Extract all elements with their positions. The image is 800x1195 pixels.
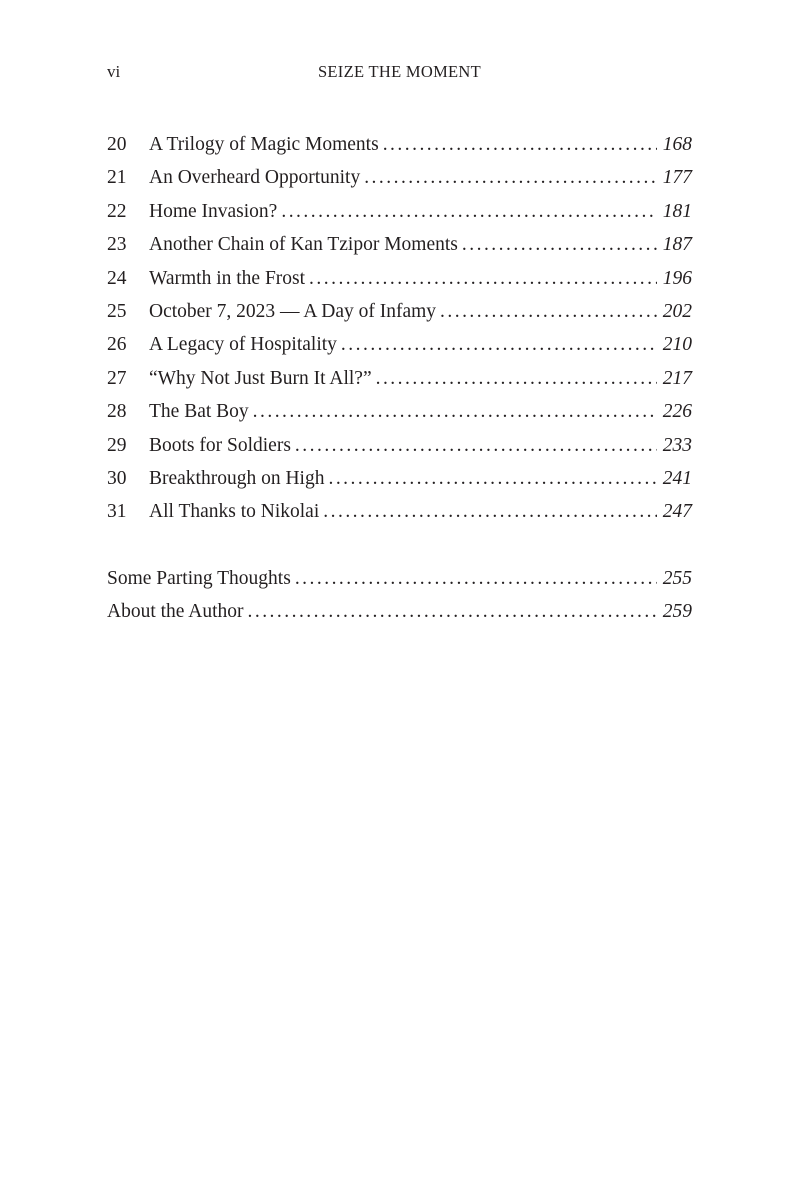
dot-leader bbox=[364, 161, 657, 194]
toc-entry-25 bbox=[107, 295, 692, 328]
page-number: 202 bbox=[662, 300, 692, 322]
dot-leader bbox=[281, 195, 656, 228]
dot-leader bbox=[383, 128, 657, 161]
chapter-title: The Bat Boy bbox=[149, 401, 249, 423]
chapter-number: 24 bbox=[107, 267, 127, 289]
dot-leader bbox=[295, 429, 657, 462]
chapter-title: Warmth in the Frost bbox=[149, 267, 306, 289]
page-number: 210 bbox=[662, 334, 692, 356]
toc-entry-21 bbox=[107, 161, 692, 194]
back-matter-list bbox=[107, 562, 692, 629]
toc-entry-parting-thoughts bbox=[107, 562, 692, 595]
page-number: 181 bbox=[662, 200, 692, 222]
toc-entry-31 bbox=[107, 495, 692, 528]
chapter-title: Boots for Soldiers bbox=[149, 434, 291, 456]
dot-leader bbox=[440, 295, 657, 328]
chapter-number: 26 bbox=[107, 334, 127, 356]
page-number: 233 bbox=[662, 434, 692, 456]
chapter-title: Home Invasion? bbox=[149, 200, 278, 222]
chapter-title: Another Chain of Kan Tzipor Moments bbox=[149, 234, 458, 256]
page-number: 255 bbox=[662, 568, 692, 589]
dot-leader bbox=[323, 495, 656, 528]
page-number: 259 bbox=[662, 601, 692, 623]
page-number: 177 bbox=[662, 167, 692, 189]
chapter-number: 27 bbox=[107, 367, 127, 389]
toc-entry-28 bbox=[107, 395, 692, 428]
toc-entry-23 bbox=[107, 228, 692, 261]
dot-leader bbox=[253, 395, 657, 428]
section-title: Some Parting Thoughts bbox=[107, 568, 291, 589]
chapter-number: 30 bbox=[107, 467, 127, 489]
chapter-number: 25 bbox=[107, 300, 127, 322]
dot-leader bbox=[462, 228, 657, 261]
chapter-title: “Why Not Just Burn It All?” bbox=[149, 367, 372, 389]
table-of-contents bbox=[107, 128, 692, 529]
page-number: 241 bbox=[662, 467, 692, 489]
chapter-title: A Legacy of Hospitality bbox=[149, 334, 337, 356]
chapter-number: 28 bbox=[107, 401, 127, 423]
running-head bbox=[107, 62, 692, 86]
toc-entry-about-author bbox=[107, 595, 692, 628]
toc-entry-26 bbox=[107, 328, 692, 361]
toc-entry-29 bbox=[107, 429, 692, 462]
chapter-title: All Thanks to Nikolai bbox=[149, 501, 320, 523]
page-number: 217 bbox=[662, 367, 692, 389]
book-title: SEIZE THE MOMENT bbox=[317, 62, 482, 81]
dot-leader bbox=[295, 562, 657, 595]
chapter-title: October 7, 2023 — A Day of Infamy bbox=[149, 300, 437, 322]
chapter-title: Breakthrough on High bbox=[149, 467, 325, 489]
toc-entry-20 bbox=[107, 128, 692, 161]
chapter-number: 21 bbox=[107, 167, 127, 189]
toc-entry-30 bbox=[107, 462, 692, 495]
page-number: 247 bbox=[662, 501, 692, 523]
chapter-number: 22 bbox=[107, 200, 127, 222]
dot-leader bbox=[248, 595, 657, 628]
page-number: 168 bbox=[662, 134, 692, 155]
dot-leader bbox=[309, 262, 657, 295]
toc-entry-22 bbox=[107, 195, 692, 228]
chapter-number: 23 bbox=[107, 234, 127, 256]
page-number: 226 bbox=[662, 401, 692, 423]
toc-entry-24 bbox=[107, 262, 692, 295]
dot-leader bbox=[376, 362, 657, 395]
chapter-title: A Trilogy of Magic Moments bbox=[149, 134, 379, 155]
page-number: 196 bbox=[662, 267, 692, 289]
dot-leader bbox=[328, 462, 656, 495]
chapter-number: 29 bbox=[107, 434, 127, 456]
page-folio: vi bbox=[107, 62, 121, 81]
section-title: About the Author bbox=[107, 601, 244, 623]
chapter-number: 20 bbox=[107, 134, 127, 155]
toc-entry-27 bbox=[107, 362, 692, 395]
page-number: 187 bbox=[662, 234, 692, 256]
chapter-title: An Overheard Opportunity bbox=[149, 167, 361, 189]
chapter-number: 31 bbox=[107, 501, 127, 523]
dot-leader bbox=[341, 328, 657, 361]
